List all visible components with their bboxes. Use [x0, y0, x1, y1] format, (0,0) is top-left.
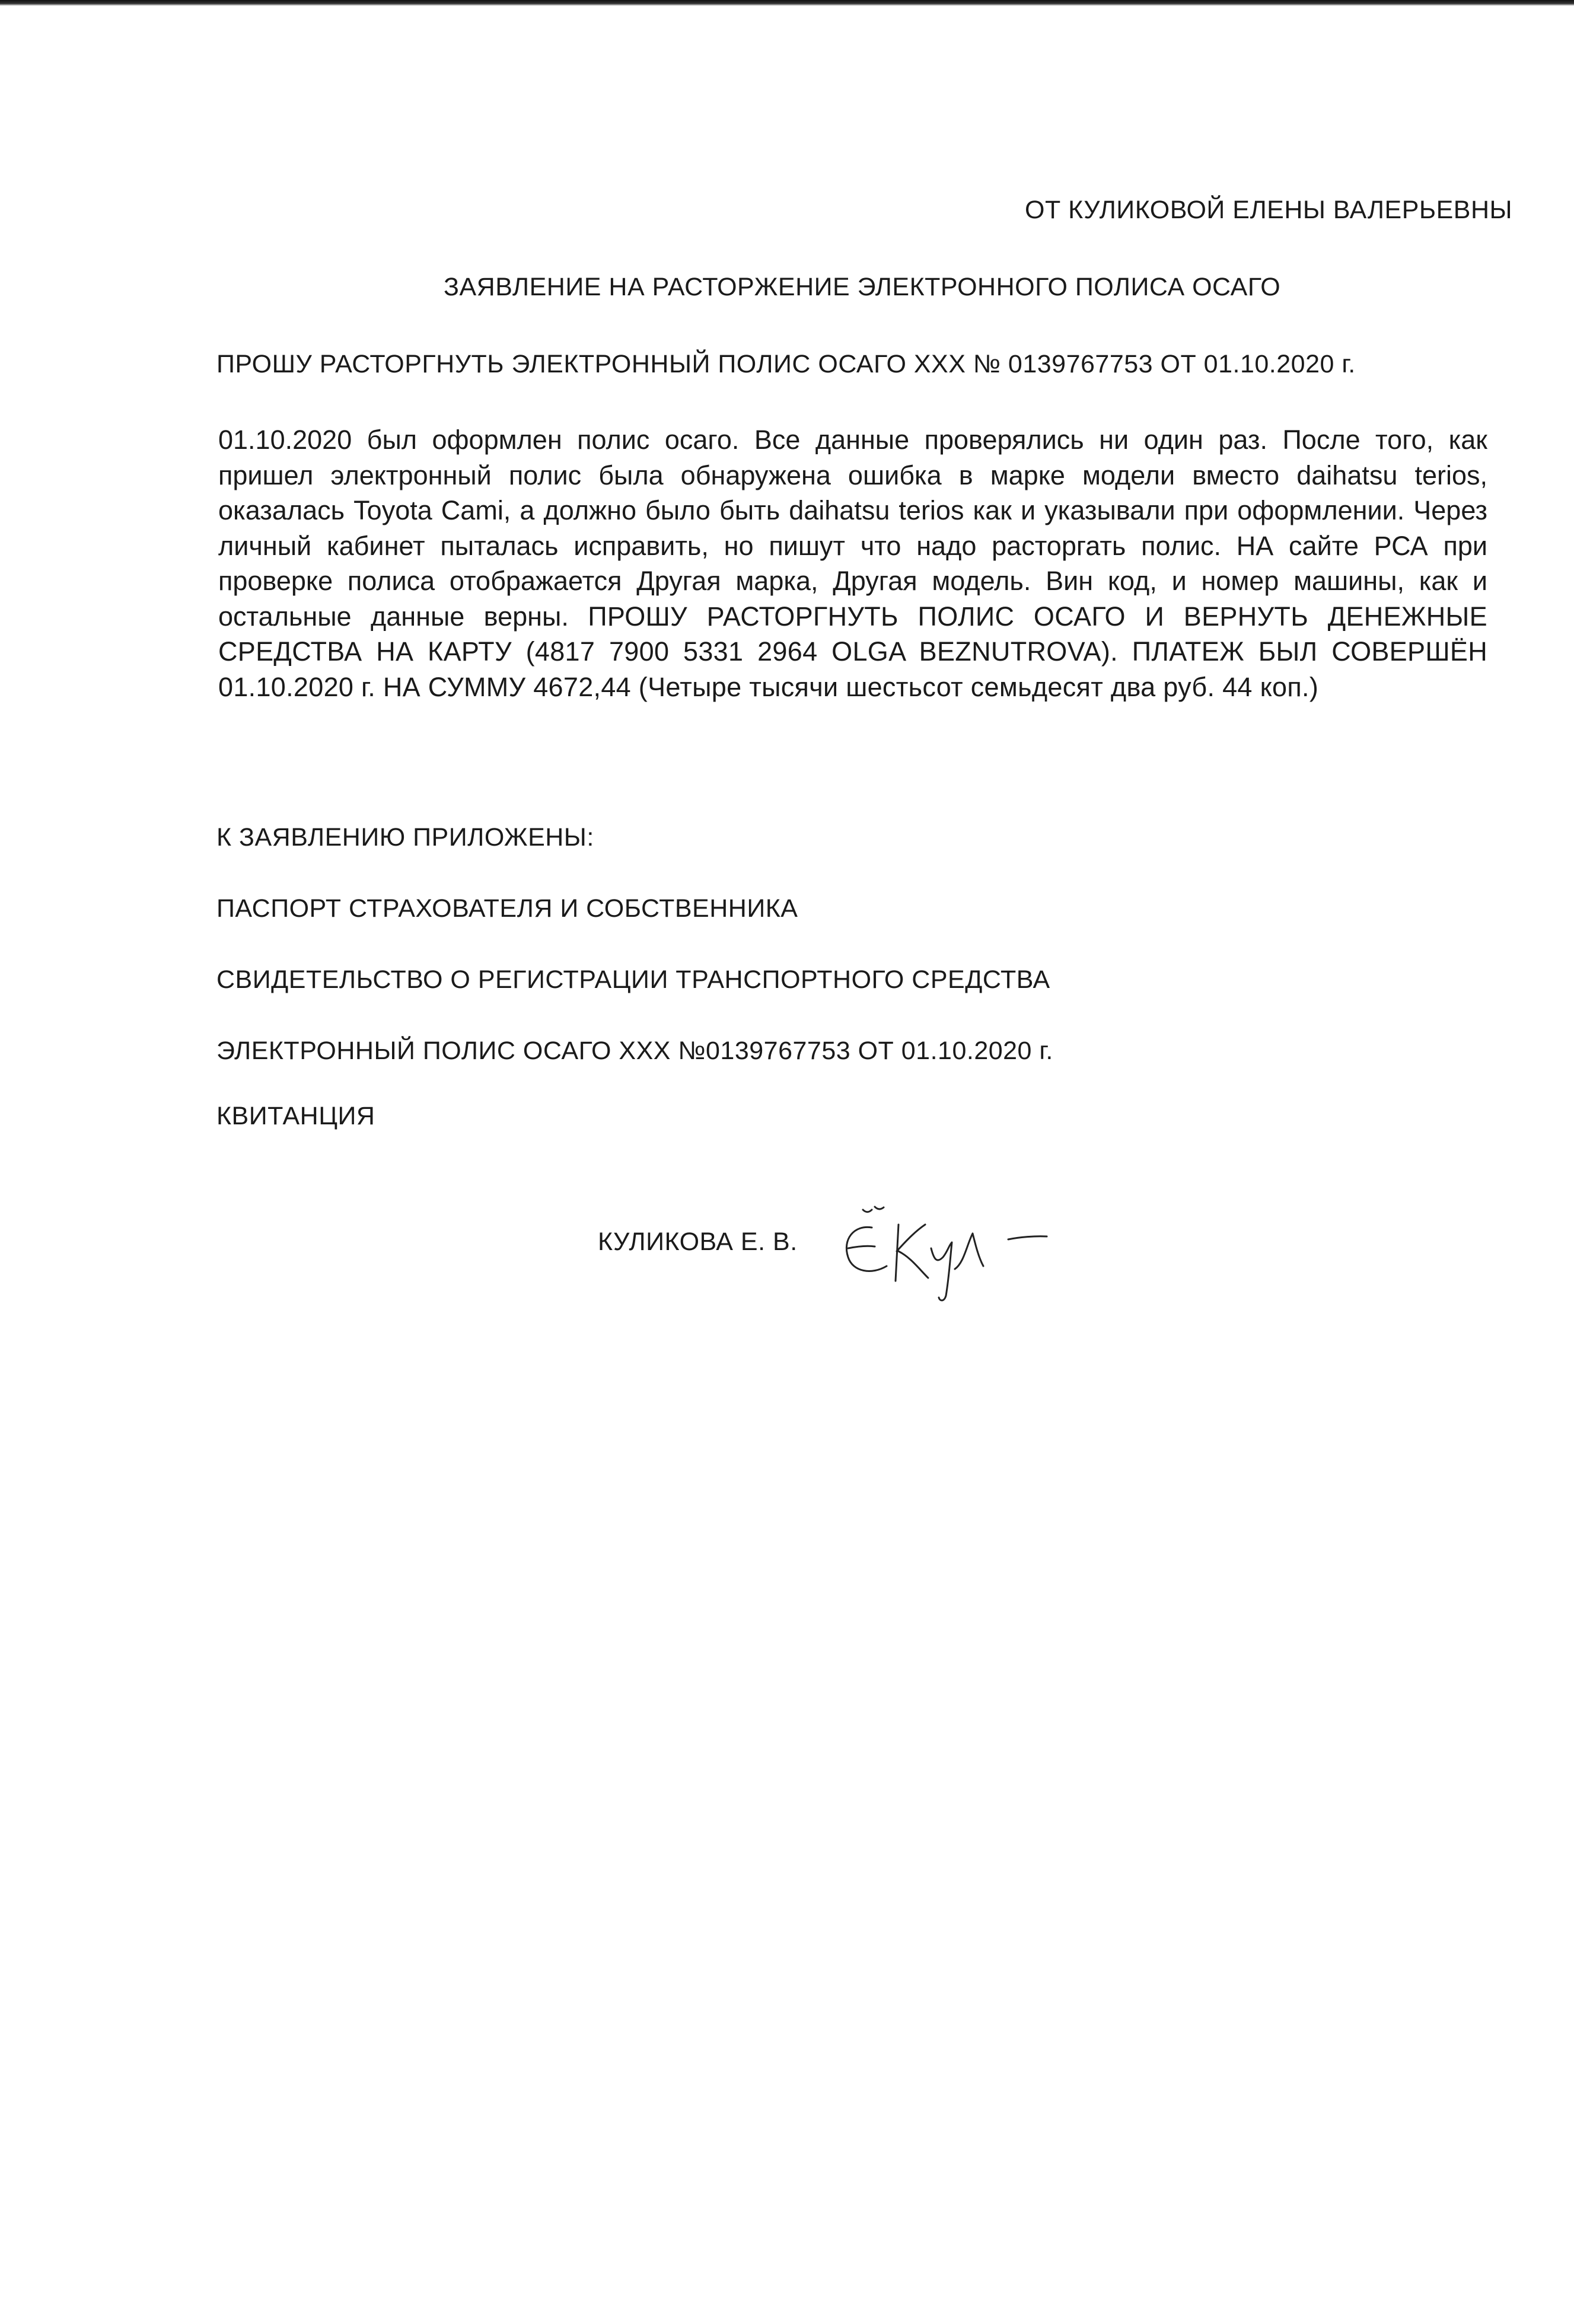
body-text: 01.10.2020 был оформлен полис осаго. Все данные проверялись ни один раз. После того, как пришел электронный полис была обнаружена ошибка в марке модели вместо daihatsu terios, оказалась Toyota Cami, а должно было быть daihatsu terios как и указывали при оформлении. Через личный кабинет пыталась исправить, но пишут что надо расторгать полис. НА сайте РСА при проверке полиса отображается Другая марка, Другая модель. Вин код, и номер машины, как и остальные данные верны. [218, 425, 1487, 632]
body-request-text: ПРОШУ РАСТОРГНУТЬ ПОЛИС ОСАГО И ВЕРНУТЬ ДЕНЕЖНЫЕ СРЕДСТВА НА КАРТУ (4817 7900 5331 2964 OLGA BEZNUTROVA). ПЛАТЕЖ БЫЛ СОВЕРШЁН 01.10.2020 г. НА СУММУ 4672,44 (Четыре тысячи шестьсот семьдесят два руб. 44 коп.) [218, 601, 1487, 702]
attachment-item: СВИДЕТЕЛЬСТВО О РЕГИСТРАЦИИ ТРАНСПОРТНОГО СРЕДСТВА [216, 965, 1050, 994]
attachment-item: ПАСПОРТ СТРАХОВАТЕЛЯ И СОБСТВЕННИКА [216, 894, 798, 923]
document-title: ЗАЯВЛЕНИЕ НА РАСТОРЖЕНИЕ ЭЛЕКТРОННОГО ПОЛИСА ОСАГО [444, 273, 1281, 301]
from-line: ОТ КУЛИКОВОЙ ЕЛЕНЫ ВАЛЕРЬЕВНЫ [1025, 196, 1513, 224]
signer-name: КУЛИКОВА Е. В. [598, 1228, 798, 1256]
handwritten-signature [830, 1192, 1056, 1305]
request-line: ПРОШУ РАСТОРГНУТЬ ЭЛЕКТРОННЫЙ ПОЛИС ОСАГО ХХХ № 0139767753 ОТ 01.10.2020 г. [216, 350, 1356, 378]
attachment-item: КВИТАНЦИЯ [216, 1102, 375, 1130]
attachments-heading: К ЗАЯВЛЕНИЮ ПРИЛОЖЕНЫ: [216, 823, 594, 852]
scan-edge [0, 0, 1574, 6]
body-paragraph [218, 422, 1487, 704]
attachment-item: ЭЛЕКТРОННЫЙ ПОЛИС ОСАГО ХХХ №0139767753 ОТ 01.10.2020 г. [216, 1037, 1053, 1065]
